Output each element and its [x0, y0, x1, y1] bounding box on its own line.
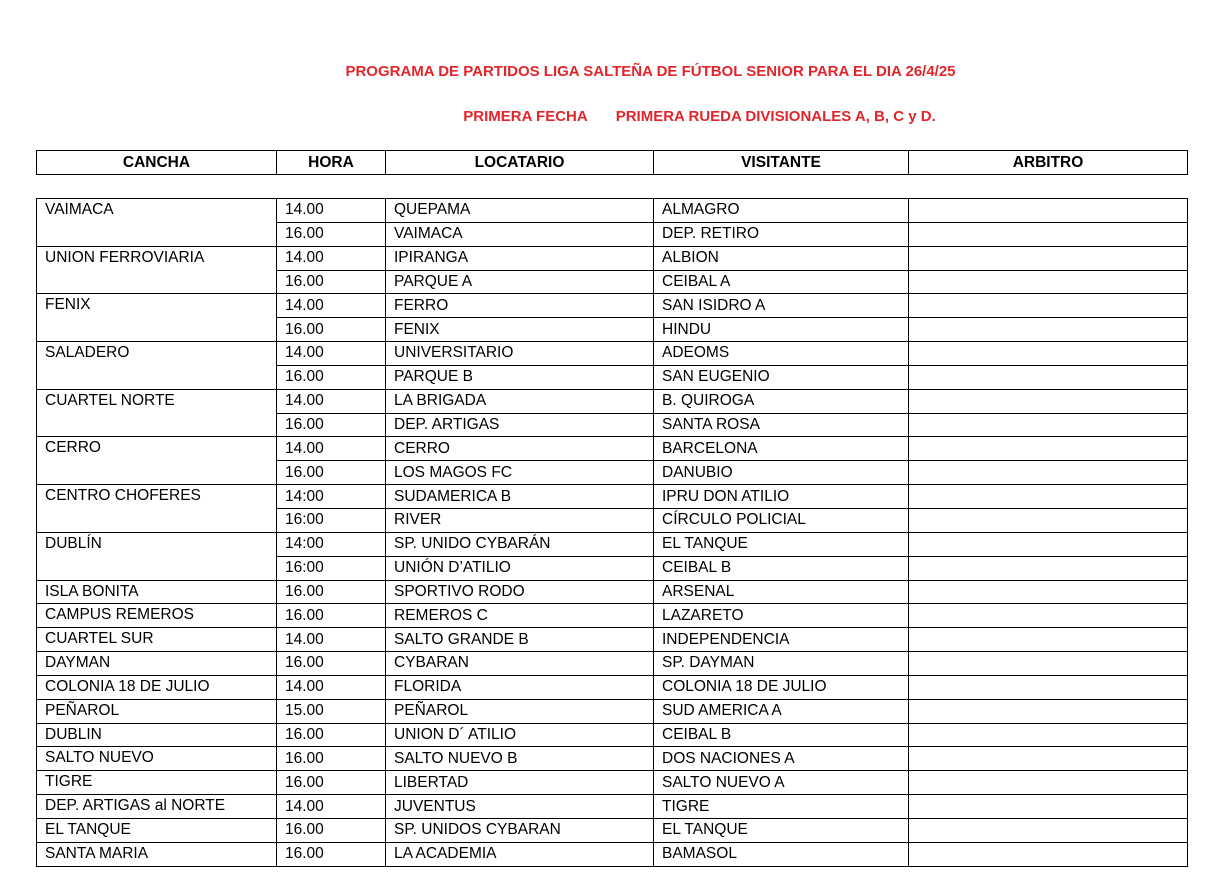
locatario-cell: SALTO NUEVO B	[386, 747, 654, 771]
hora-cell: 16.00	[277, 723, 386, 747]
visitante-cell: HINDU	[654, 318, 909, 342]
table-row	[37, 580, 1188, 604]
hora-cell: 14:00	[277, 532, 386, 556]
visitante-cell: COLONIA 18 DE JULIO	[654, 675, 909, 699]
header-visitante: VISITANTE	[654, 151, 909, 175]
arbitro-cell	[909, 699, 1188, 723]
cancha-cell: SALADERO	[37, 342, 277, 390]
arbitro-cell	[909, 437, 1188, 461]
table-row	[37, 771, 1188, 795]
cancha-cell: CUARTEL NORTE	[37, 389, 277, 437]
visitante-cell: LAZARETO	[654, 604, 909, 628]
visitante-cell: SANTA ROSA	[654, 413, 909, 437]
table-row	[37, 389, 1188, 413]
visitante-cell: SP. DAYMAN	[654, 652, 909, 676]
locatario-cell: DEP. ARTIGAS	[386, 413, 654, 437]
visitante-cell: INDEPENDENCIA	[654, 628, 909, 652]
hora-cell: 14.00	[277, 199, 386, 223]
cancha-cell: CENTRO CHOFERES	[37, 485, 277, 533]
subtitle-fecha: PRIMERA FECHA	[463, 108, 588, 125]
locatario-cell: CERRO	[386, 437, 654, 461]
arbitro-cell	[909, 652, 1188, 676]
arbitro-cell	[909, 532, 1188, 556]
table-row	[37, 723, 1188, 747]
locatario-cell: LA BRIGADA	[386, 389, 654, 413]
visitante-cell: EL TANQUE	[654, 818, 909, 842]
hora-cell: 14.00	[277, 342, 386, 366]
hora-cell: 16.00	[277, 413, 386, 437]
cancha-cell: SALTO NUEVO	[37, 747, 277, 771]
header-cancha: CANCHA	[37, 151, 277, 175]
table-row	[37, 842, 1188, 866]
visitante-cell: CÍRCULO POLICIAL	[654, 508, 909, 532]
arbitro-cell	[909, 342, 1188, 366]
hora-cell: 16.00	[277, 461, 386, 485]
hora-cell: 14.00	[277, 795, 386, 819]
visitante-cell: ALMAGRO	[654, 199, 909, 223]
cancha-cell: PEÑAROL	[37, 699, 277, 723]
visitante-cell: CEIBAL A	[654, 270, 909, 294]
locatario-cell: UNIÓN D’ATILIO	[386, 556, 654, 580]
arbitro-cell	[909, 604, 1188, 628]
hora-cell: 16.00	[277, 604, 386, 628]
cancha-cell: ISLA BONITA	[37, 580, 277, 604]
hora-cell: 16.00	[277, 771, 386, 795]
cancha-cell: DUBLIN	[37, 723, 277, 747]
hora-cell: 16.00	[277, 270, 386, 294]
locatario-cell: SPORTIVO RODO	[386, 580, 654, 604]
cancha-cell: TIGRE	[37, 771, 277, 795]
hora-cell: 14.00	[277, 628, 386, 652]
arbitro-cell	[909, 628, 1188, 652]
visitante-cell: BAMASOL	[654, 842, 909, 866]
visitante-cell: CEIBAL B	[654, 556, 909, 580]
locatario-cell: SP. UNIDO CYBARÁN	[386, 532, 654, 556]
visitante-cell: CEIBAL B	[654, 723, 909, 747]
subtitle-rueda: PRIMERA RUEDA DIVISIONALES A, B, C y D.	[615, 108, 936, 125]
locatario-cell: PARQUE A	[386, 270, 654, 294]
arbitro-cell	[909, 771, 1188, 795]
document-title: PROGRAMA DE PARTIDOS LIGA SALTEÑA DE FÚTBOL SENIOR PARA EL DIA 26/4/25	[345, 63, 956, 80]
cancha-cell: DAYMAN	[37, 652, 277, 676]
locatario-cell: SP. UNIDOS CYBARAN	[386, 818, 654, 842]
locatario-cell: FENIX	[386, 318, 654, 342]
table-row	[37, 246, 1188, 270]
table-row	[37, 532, 1188, 556]
arbitro-cell	[909, 580, 1188, 604]
table-row	[37, 342, 1188, 366]
hora-cell: 16:00	[277, 556, 386, 580]
header-locatario: LOCATARIO	[386, 151, 654, 175]
arbitro-cell	[909, 199, 1188, 223]
arbitro-cell	[909, 246, 1188, 270]
arbitro-cell	[909, 508, 1188, 532]
hora-cell: 16.00	[277, 365, 386, 389]
arbitro-cell	[909, 413, 1188, 437]
locatario-cell: VAIMACA	[386, 222, 654, 246]
arbitro-cell	[909, 795, 1188, 819]
table-row	[37, 485, 1188, 509]
hora-cell: 16.00	[277, 318, 386, 342]
cancha-cell: EL TANQUE	[37, 818, 277, 842]
schedule-table	[36, 198, 1188, 867]
visitante-cell: DEP. RETIRO	[654, 222, 909, 246]
document-subtitle	[90, 108, 1219, 125]
visitante-cell: SUD AMERICA A	[654, 699, 909, 723]
arbitro-cell	[909, 818, 1188, 842]
arbitro-cell	[909, 723, 1188, 747]
hora-cell: 16.00	[277, 842, 386, 866]
arbitro-cell	[909, 485, 1188, 509]
hora-cell: 14:00	[277, 485, 386, 509]
arbitro-cell	[909, 389, 1188, 413]
hora-cell: 14.00	[277, 675, 386, 699]
visitante-cell: B. QUIROGA	[654, 389, 909, 413]
visitante-cell: SAN EUGENIO	[654, 365, 909, 389]
locatario-cell: IPIRANGA	[386, 246, 654, 270]
hora-cell: 16.00	[277, 652, 386, 676]
table-row	[37, 795, 1188, 819]
table-row	[37, 699, 1188, 723]
hora-cell: 16.00	[277, 818, 386, 842]
cancha-cell: CERRO	[37, 437, 277, 485]
visitante-cell: ARSENAL	[654, 580, 909, 604]
locatario-cell: QUEPAMA	[386, 199, 654, 223]
locatario-cell: SUDAMERICA B	[386, 485, 654, 509]
visitante-cell: TIGRE	[654, 795, 909, 819]
visitante-cell: DOS NACIONES A	[654, 747, 909, 771]
hora-cell: 16:00	[277, 508, 386, 532]
table-row	[37, 437, 1188, 461]
visitante-cell: IPRU DON ATILIO	[654, 485, 909, 509]
table-row	[37, 628, 1188, 652]
table-row	[37, 199, 1188, 223]
locatario-cell: REMEROS C	[386, 604, 654, 628]
locatario-cell: FERRO	[386, 294, 654, 318]
locatario-cell: PEÑAROL	[386, 699, 654, 723]
arbitro-cell	[909, 222, 1188, 246]
cancha-cell: CUARTEL SUR	[37, 628, 277, 652]
table-row	[37, 747, 1188, 771]
locatario-cell: CYBARAN	[386, 652, 654, 676]
arbitro-cell	[909, 461, 1188, 485]
locatario-cell: UNIVERSITARIO	[386, 342, 654, 366]
table-row	[37, 652, 1188, 676]
cancha-cell: CAMPUS REMEROS	[37, 604, 277, 628]
locatario-cell: FLORIDA	[386, 675, 654, 699]
locatario-cell: LIBERTAD	[386, 771, 654, 795]
visitante-cell: ALBION	[654, 246, 909, 270]
cancha-cell: UNION FERROVIARIA	[37, 246, 277, 294]
visitante-cell: SAN ISIDRO A	[654, 294, 909, 318]
table-row	[37, 675, 1188, 699]
header-arbitro: ARBITRO	[909, 151, 1188, 175]
arbitro-cell	[909, 270, 1188, 294]
hora-cell: 14.00	[277, 389, 386, 413]
locatario-cell: RIVER	[386, 508, 654, 532]
visitante-cell: BARCELONA	[654, 437, 909, 461]
schedule-body	[37, 199, 1188, 867]
visitante-cell: EL TANQUE	[654, 532, 909, 556]
hora-cell: 16.00	[277, 222, 386, 246]
cancha-cell: DEP. ARTIGAS al NORTE	[37, 795, 277, 819]
hora-cell: 14.00	[277, 246, 386, 270]
table-row	[37, 604, 1188, 628]
table-row	[37, 294, 1188, 318]
arbitro-cell	[909, 675, 1188, 699]
arbitro-cell	[909, 556, 1188, 580]
locatario-cell: UNION D´ ATILIO	[386, 723, 654, 747]
hora-cell: 14.00	[277, 437, 386, 461]
hora-cell: 15.00	[277, 699, 386, 723]
arbitro-cell	[909, 365, 1188, 389]
table-row	[37, 818, 1188, 842]
hora-cell: 14.00	[277, 294, 386, 318]
arbitro-cell	[909, 318, 1188, 342]
cancha-cell: DUBLÍN	[37, 532, 277, 580]
arbitro-cell	[909, 294, 1188, 318]
cancha-cell: SANTA MARIA	[37, 842, 277, 866]
locatario-cell: LOS MAGOS FC	[386, 461, 654, 485]
visitante-cell: SALTO NUEVO A	[654, 771, 909, 795]
header-hora: HORA	[277, 151, 386, 175]
cancha-cell: COLONIA 18 DE JULIO	[37, 675, 277, 699]
visitante-cell: DANUBIO	[654, 461, 909, 485]
locatario-cell: SALTO GRANDE B	[386, 628, 654, 652]
cancha-cell: FENIX	[37, 294, 277, 342]
hora-cell: 16.00	[277, 580, 386, 604]
arbitro-cell	[909, 747, 1188, 771]
visitante-cell: ADEOMS	[654, 342, 909, 366]
locatario-cell: JUVENTUS	[386, 795, 654, 819]
cancha-cell: VAIMACA	[37, 199, 277, 247]
locatario-cell: LA ACADEMIA	[386, 842, 654, 866]
header-table	[36, 150, 1188, 175]
arbitro-cell	[909, 842, 1188, 866]
hora-cell: 16.00	[277, 747, 386, 771]
locatario-cell: PARQUE B	[386, 365, 654, 389]
header-row	[37, 151, 1188, 175]
